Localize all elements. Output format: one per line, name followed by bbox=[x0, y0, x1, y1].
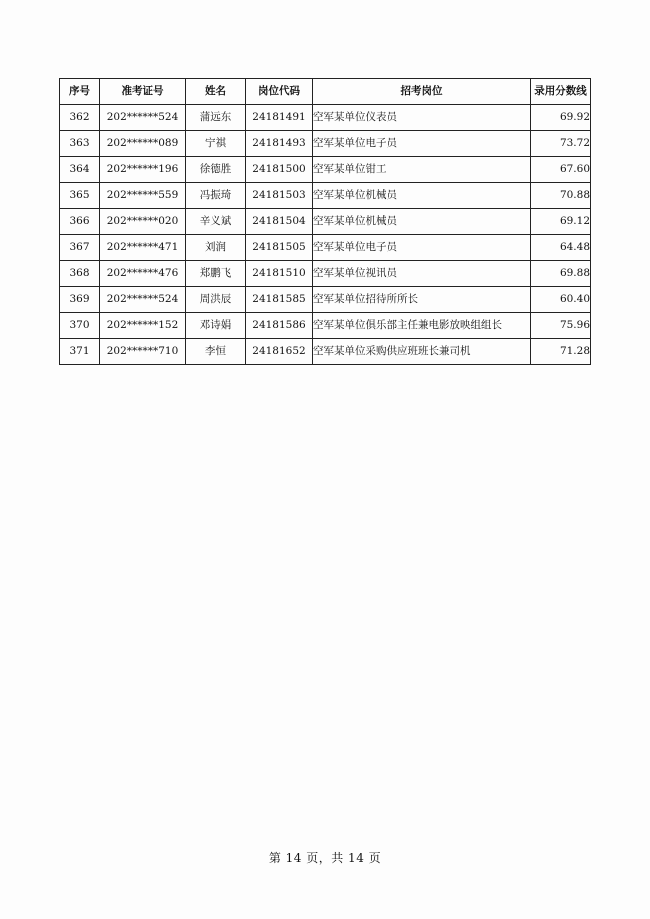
cell-score: 71.28 bbox=[531, 339, 591, 365]
cell-post: 空军某单位采购供应班班长兼司机 bbox=[313, 339, 531, 365]
cell-index: 363 bbox=[60, 131, 100, 157]
table-row bbox=[60, 313, 591, 339]
cell-post: 空军某单位俱乐部主任兼电影放映组组长 bbox=[313, 313, 531, 339]
cell-name: 辛义斌 bbox=[186, 209, 246, 235]
cell-post: 空军某单位电子员 bbox=[313, 235, 531, 261]
cell-index: 365 bbox=[60, 183, 100, 209]
cell-exam-id: 202******524 bbox=[100, 105, 186, 131]
cell-name: 李恒 bbox=[186, 339, 246, 365]
cell-exam-id: 202******089 bbox=[100, 131, 186, 157]
table-row bbox=[60, 339, 591, 365]
cell-post: 空军某单位招待所所长 bbox=[313, 287, 531, 313]
cell-exam-id: 202******524 bbox=[100, 287, 186, 313]
cell-index: 364 bbox=[60, 157, 100, 183]
cell-exam-id: 202******152 bbox=[100, 313, 186, 339]
cell-index: 370 bbox=[60, 313, 100, 339]
cell-post-code: 24181585 bbox=[246, 287, 313, 313]
header-score: 录用分数线 bbox=[531, 79, 591, 105]
cell-name: 徐德胜 bbox=[186, 157, 246, 183]
cell-post: 空军某单位机械员 bbox=[313, 183, 531, 209]
cell-name: 宁祺 bbox=[186, 131, 246, 157]
table-row bbox=[60, 183, 591, 209]
table-row bbox=[60, 131, 591, 157]
table-row bbox=[60, 157, 591, 183]
cell-post: 空军某单位仪表员 bbox=[313, 105, 531, 131]
cell-exam-id: 202******471 bbox=[100, 235, 186, 261]
cell-post-code: 24181586 bbox=[246, 313, 313, 339]
cell-exam-id: 202******476 bbox=[100, 261, 186, 287]
cell-index: 368 bbox=[60, 261, 100, 287]
cell-score: 60.40 bbox=[531, 287, 591, 313]
cell-name: 冯振琦 bbox=[186, 183, 246, 209]
cell-post-code: 24181652 bbox=[246, 339, 313, 365]
cell-score: 70.88 bbox=[531, 183, 591, 209]
header-index: 序号 bbox=[60, 79, 100, 105]
table-row bbox=[60, 235, 591, 261]
cell-index: 367 bbox=[60, 235, 100, 261]
table-row bbox=[60, 261, 591, 287]
table-row bbox=[60, 287, 591, 313]
cell-score: 69.12 bbox=[531, 209, 591, 235]
cell-post: 空军某单位机械员 bbox=[313, 209, 531, 235]
cell-post: 空军某单位视讯员 bbox=[313, 261, 531, 287]
table-row bbox=[60, 105, 591, 131]
cell-exam-id: 202******559 bbox=[100, 183, 186, 209]
cell-exam-id: 202******196 bbox=[100, 157, 186, 183]
cell-post: 空军某单位钳工 bbox=[313, 157, 531, 183]
score-table bbox=[59, 78, 591, 365]
cell-score: 69.88 bbox=[531, 261, 591, 287]
cell-exam-id: 202******710 bbox=[100, 339, 186, 365]
header-post: 招考岗位 bbox=[313, 79, 531, 105]
cell-index: 369 bbox=[60, 287, 100, 313]
cell-score: 69.92 bbox=[531, 105, 591, 131]
header-name: 姓名 bbox=[186, 79, 246, 105]
cell-post: 空军某单位电子员 bbox=[313, 131, 531, 157]
cell-post-code: 24181504 bbox=[246, 209, 313, 235]
cell-score: 75.96 bbox=[531, 313, 591, 339]
header-post-code: 岗位代码 bbox=[246, 79, 313, 105]
cell-post-code: 24181503 bbox=[246, 183, 313, 209]
cell-name: 刘润 bbox=[186, 235, 246, 261]
cell-name: 蒲远东 bbox=[186, 105, 246, 131]
header-exam-id: 准考证号 bbox=[100, 79, 186, 105]
cell-post-code: 24181500 bbox=[246, 157, 313, 183]
cell-name: 周洪辰 bbox=[186, 287, 246, 313]
cell-post-code: 24181510 bbox=[246, 261, 313, 287]
table-row bbox=[60, 209, 591, 235]
cell-index: 362 bbox=[60, 105, 100, 131]
cell-index: 366 bbox=[60, 209, 100, 235]
cell-name: 郑鹏飞 bbox=[186, 261, 246, 287]
cell-score: 64.48 bbox=[531, 235, 591, 261]
cell-index: 371 bbox=[60, 339, 100, 365]
table-header-row bbox=[60, 79, 591, 105]
cell-exam-id: 202******020 bbox=[100, 209, 186, 235]
cell-post-code: 24181493 bbox=[246, 131, 313, 157]
cell-name: 邓诗娟 bbox=[186, 313, 246, 339]
page-footer: 第 14 页，共 14 页 bbox=[268, 851, 382, 865]
cell-post-code: 24181505 bbox=[246, 235, 313, 261]
table-body bbox=[60, 105, 591, 365]
cell-score: 73.72 bbox=[531, 131, 591, 157]
cell-post-code: 24181491 bbox=[246, 105, 313, 131]
cell-score: 67.60 bbox=[531, 157, 591, 183]
